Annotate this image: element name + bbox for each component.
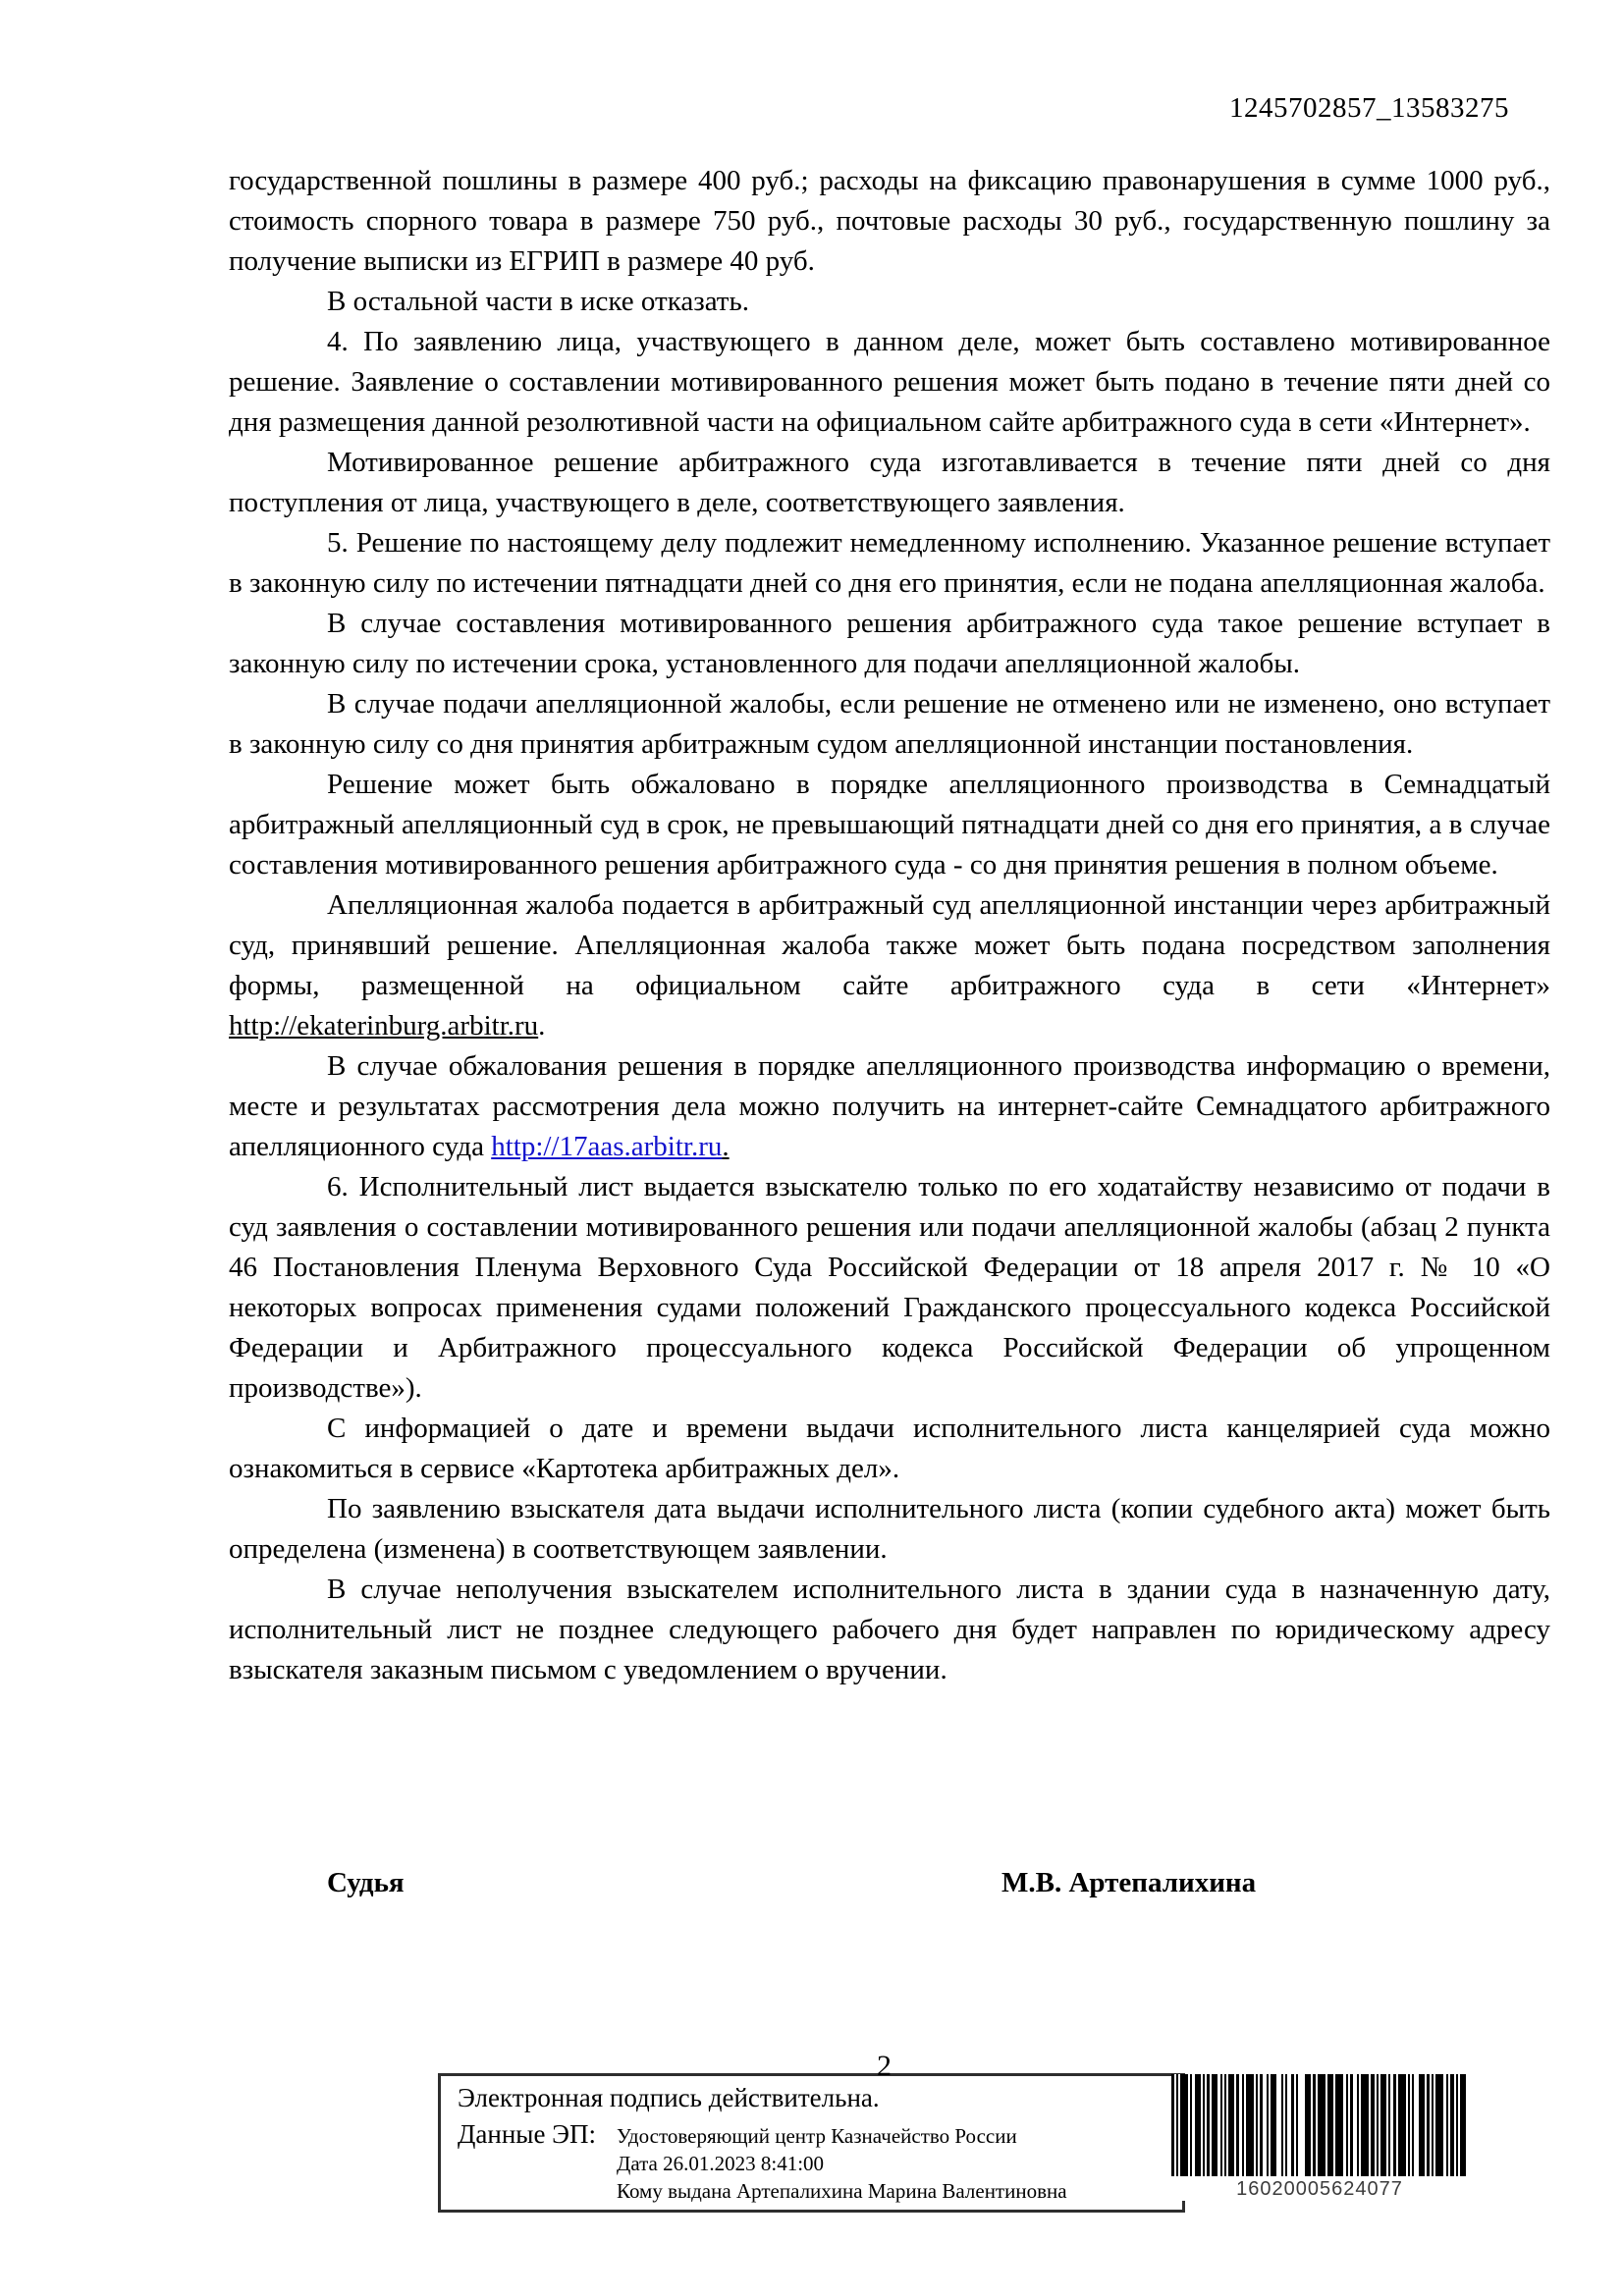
page-number: 2 — [877, 2050, 892, 2082]
17aas-link[interactable]: http://17aas.arbitr.ru — [491, 1131, 723, 1162]
ekaterinburg-link[interactable]: http://ekaterinburg.arbitr.ru — [229, 1010, 539, 1041]
paragraph — [229, 1409, 1550, 1489]
document-body — [229, 161, 1550, 1690]
stamp-detail-line: Удостоверяющий центр Казначейство России — [617, 2124, 1017, 2148]
paragraph-text: 5. Решение по настоящему делу подлежит немедленному исполнению. Указанное решение вступает в законную силу по истечении пятнадцати дней со дня его принятия, если не подана апелляционная жалоба. — [229, 527, 1550, 599]
paragraph-text: 6. Исполнительный лист выдается взыскателю только по его ходатайству независимо от подачи в суд заявления о составлении мотивированного решения или подачи апелляционной жалобы (абзац 2 пункта 46 Постановления Пленума Верховного Суда Российской Федерации от 18 апреля 2017 г. № 10 «О некоторых вопросах применения судами положений Гражданского процессуального кодекса Российской Федерации и Арбитражного процессуального кодекса Российской Федерации об упрощенном производстве»). — [229, 1171, 1550, 1404]
electronic-signature-stamp — [438, 2073, 1185, 2213]
stamp-detail-line: Кому выдана Артепалихина Марина Валентиновна — [617, 2179, 1067, 2203]
paragraph — [229, 523, 1550, 604]
paragraph-text: государственной пошлины в размере 400 руб.; расходы на фиксацию правонарушения в сумме 1000 руб., стоимость спорного товара в размере 750 руб., почтовые расходы 30 руб., государственную пошлину за получение выписки из ЕГРИП в размере 40 руб. — [229, 165, 1550, 277]
stamp-details — [617, 2122, 1067, 2205]
paragraph-text: В случае составления мотивированного решения арбитражного суда такое решение вступает в законную силу по истечении срока, установленного для подачи апелляционной жалобы. — [229, 608, 1550, 679]
stamp-detail-line: Дата 26.01.2023 8:41:00 — [617, 2152, 825, 2175]
paragraph — [229, 322, 1550, 443]
paragraph — [229, 684, 1550, 765]
paragraph-text: С информацией о дате и времени выдачи исполнительного листа канцелярией суда можно ознакомиться в сервисе «Картотека арбитражных дел». — [229, 1413, 1550, 1484]
judge-label: Судья — [327, 1867, 405, 1898]
paragraph-text: В случае подачи апелляционной жалобы, если решение не отменено или не изменено, оно вступает в законную силу со дня принятия арбитражным судом апелляционной инстанции постановления. — [229, 688, 1550, 760]
paragraph — [229, 1046, 1550, 1167]
barcode-number: 16020005624077 — [1236, 2178, 1403, 2200]
paragraph-text: Решение может быть обжаловано в порядке апелляционного производства в Семнадцатый арбитражный апелляционный суд в срок, не превышающий пятнадцати дней со дня его принятия, а в случае составления мотивированного решения арбитражного суда - со дня принятия решения в полном объеме. — [229, 769, 1550, 881]
paragraph — [229, 282, 1550, 322]
paragraph — [229, 443, 1550, 523]
paragraph — [229, 1570, 1550, 1690]
paragraph — [229, 604, 1550, 684]
barcode — [1171, 2074, 1468, 2201]
document-id: 1245702857_13583275 — [1229, 92, 1509, 124]
paragraph — [229, 1489, 1550, 1570]
paragraph-text: В случае обжалования решения в порядке апелляционного производства информацию о времени, месте и результатах рассмотрения дела можно получить на интернет-сайте Семнадцатого арбитражного апелляционного суда — [229, 1050, 1550, 1162]
paragraph-text: В случае неполучения взыскателем исполнительного листа в здании суда в назначенную дату, исполнительный лист не позднее следующего рабочего дня будет направлен по юридическому адресу взыскателя заказным письмом с уведомлением о вручении. — [229, 1574, 1550, 1685]
paragraph-text: В остальной части в иске отказать. — [327, 286, 749, 317]
paragraph-text: Мотивированное решение арбитражного суда изготавливается в течение пяти дней со дня поступления от лица, участвующего в деле, соответствующего заявления. — [229, 447, 1550, 518]
stamp-data-label: Данные ЭП: — [458, 2119, 596, 2149]
paragraph — [229, 161, 1550, 282]
judge-name: М.В. Артепалихина — [1001, 1867, 1257, 1898]
paragraph-text: . — [538, 1010, 546, 1041]
paragraph-text: . — [722, 1131, 730, 1162]
paragraph — [229, 1167, 1550, 1409]
paragraph-text: По заявлению взыскателя дата выдачи исполнительного листа (копии судебного акта) может быть определена (изменена) в соответствующем заявлении. — [229, 1493, 1550, 1565]
paragraph — [229, 765, 1550, 885]
barcode-bars — [1171, 2074, 1468, 2176]
paragraph-text: Апелляционная жалоба подается в арбитражный суд апелляционной инстанции через арбитражный суд, принявший решение. Апелляционная жалоба также может быть подана посредством заполнения формы, размещенной на официальном сайте арбитражного суда в сети «Интернет» — [229, 889, 1550, 1001]
stamp-valid-text: Электронная подпись действительна. — [458, 2083, 880, 2112]
paragraph-text: 4. По заявлению лица, участвующего в данном деле, может быть составлено мотивированное решение. Заявление о составлении мотивированного решения может быть подано в течение пяти дней со дня размещения данной резолютивной части на официальном сайте арбитражного суда в сети «Интернет». — [229, 326, 1550, 438]
paragraph — [229, 885, 1550, 1046]
